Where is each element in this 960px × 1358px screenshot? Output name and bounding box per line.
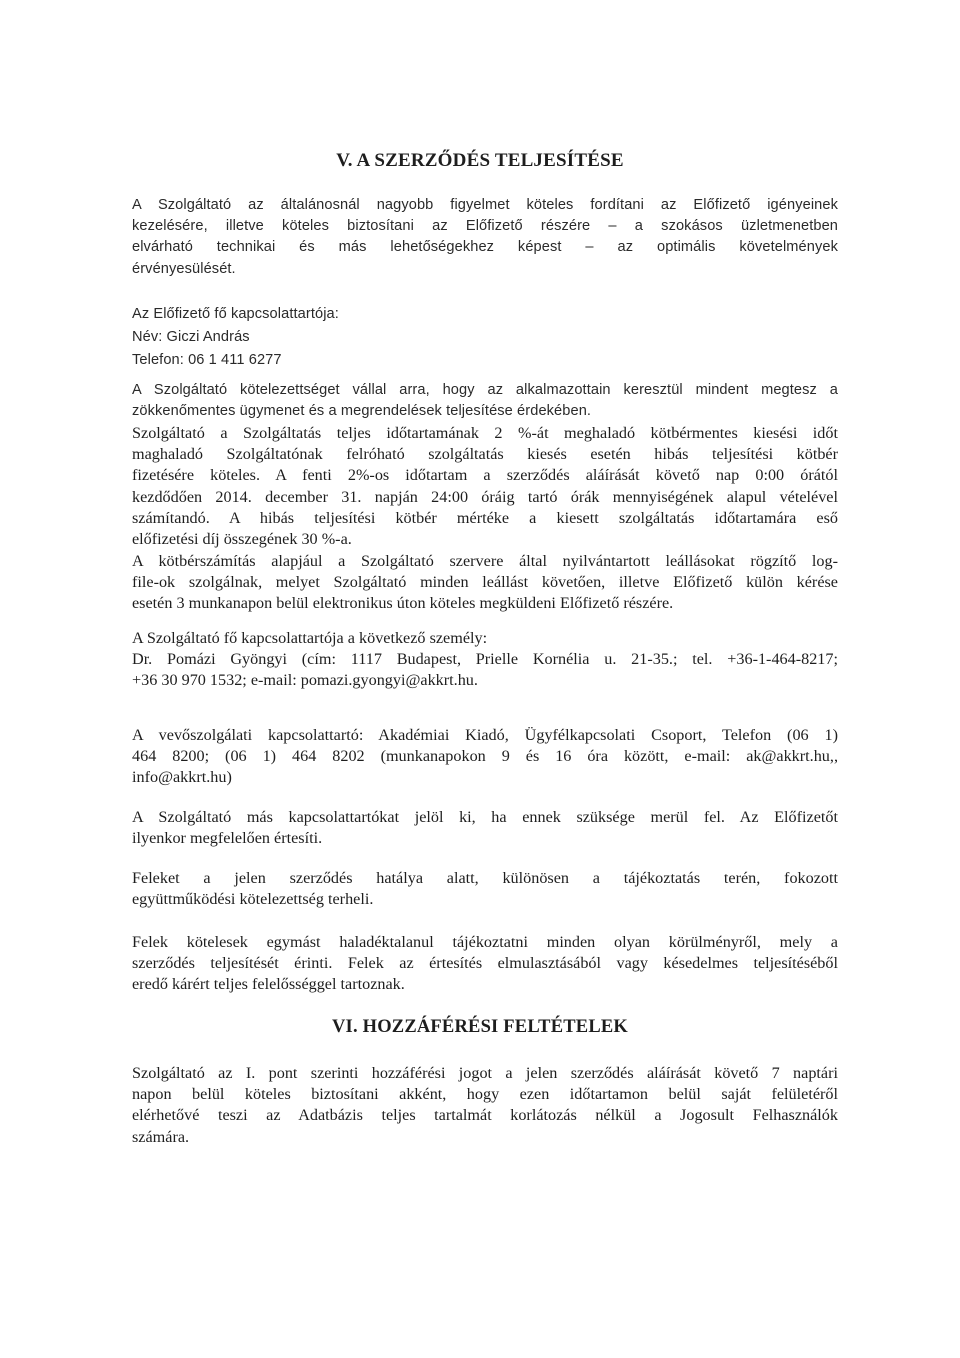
paragraph-line: érvényesülését. [132,260,236,277]
paragraph-line: Felek kötelesek egymást haladéktalanul tájékoztatni minden olyan körülményről, mely a [132,933,838,951]
paragraph-line: együttműködési kötelezettség terheli. [132,890,374,909]
paragraph-line: maghaladó Szolgáltatónak felróható szolgáltatás kiesés esetén hibás teljesítési kötbér [132,445,838,464]
subscriber-contact-name: Név: Giczi András [132,329,250,345]
paragraph-line: info@akkrt.hu) [132,768,232,787]
paragraph-line: elvárható technikai és más lehetőségekhez képest – az optimális követelmények [132,239,838,256]
paragraph-line: kezelésére, illetve köteles biztosítani az Előfizető részére – a szokásos üzletmenetben [132,218,838,235]
paragraph-line: eredő kárért teljes felelősséggel tartoznak. [132,975,405,994]
paragraph-line: Feleket a jelen szerződés hatálya alatt, különösen a tájékoztatás terén, fokozott [132,869,838,887]
section-5-paragraph-4 [132,551,838,615]
paragraph-line: napon belül köteles biztosítani akként, hogy ezen időtartamon belül saját felületéről [132,1085,838,1104]
paragraph-line: előfizetési díj összegének 30 %-a. [132,530,352,549]
section-5-paragraph-7 [132,807,838,849]
section-5-title: V. A SZERZŐDÉS TELJESÍTÉSE [336,150,624,171]
section-5-paragraph-2 [132,380,838,422]
subscriber-contact-block [132,303,838,372]
paragraph-line: Szolgáltató az I. pont szerinti hozzáférési jogot a jelen szerződés aláírását követő 7 naptári [132,1064,838,1082]
paragraph-line: A Szolgáltató az általánosnál nagyobb figyelmet köteles fordítani az Előfizető igényeinek [132,197,838,213]
paragraph-line: zökkenőmentes ügymenet és a megrendelések teljesítése érdekében. [132,403,592,420]
section-5-paragraph-8 [132,868,838,910]
paragraph-line: file-ok szolgálnak, melyet Szolgáltató minden leállást követően, illetve Előfizető külön kérése [132,573,838,592]
section-6-paragraph-1 [132,1063,838,1148]
section-5-paragraph-1 [132,195,838,280]
paragraph-line: kezdődően 2014. december 31. napján 24:00 óráig tartó órák mennyiségének alapul vételével [132,487,838,506]
paragraph-line: 464 8200; (06 1) 464 8202 (munkanapokon 9 és 16 óra között, e-mail: ak@akkrt.hu,, [132,747,838,766]
subscriber-contact-phone: Telefon: 06 1 411 6277 [132,352,282,368]
section-5-paragraph-9 [132,932,838,996]
paragraph-line: számítandó. A hibás teljesítési kötbér mértéke a kiesett szolgáltatás időtartamára eső [132,508,838,527]
paragraph-line: esetén 3 munkanapon belül elektronikus úton köteles megküldeni Előfizető részére. [132,594,674,613]
provider-contact-details: +36 30 970 1532; e-mail: pomazi.gyongyi@akkrt.hu. [132,671,478,690]
section-5-paragraph-3 [132,423,838,550]
paragraph-line: számára. [132,1127,190,1146]
paragraph-line: A vevőszolgálati kapcsolattartó: Akadémiai Kiadó, Ügyfélkapcsolati Csoport, Telefon (06 1) [132,726,838,744]
paragraph-line: fizetésére köteles. A fenti 2%-os időtartam a szerződés aláírását követő nap 0:00 órától [132,466,838,485]
paragraph-line: A Szolgáltató más kapcsolattartókat jelöl ki, ha ennek szüksége merül fel. Az Előfizetőt [132,808,838,826]
paragraph-line: szerződés teljesítését érinti. Felek az értesítés elmulasztásából vagy késedelmes teljesítéséből [132,954,838,973]
subscriber-contact-label: Az Előfizető fő kapcsolattartója: [132,306,339,322]
section-6-title: VI. HOZZÁFÉRÉSI FELTÉTELEK [332,1017,628,1037]
paragraph-line: ilyenkor megfelelően értesíti. [132,829,323,848]
paragraph-line: A Szolgáltató kötelezettséget vállal arra, hogy az alkalmazottain keresztül mindent megtesz a [132,382,838,398]
section-5-paragraph-6 [132,725,838,789]
section-5-paragraph-5 [132,628,838,692]
provider-contact-label: A Szolgáltató fő kapcsolattartója a következő személy: [132,629,488,647]
provider-contact-details: Dr. Pomázi Gyöngyi (cím: 1117 Budapest, Prielle Kornélia u. 21-35.; tel. +36-1-464-8217; [132,650,838,669]
paragraph-line: A kötbérszámítás alapjául a Szolgáltató szervere által nyilvántartott leállásokat rögzítő log- [132,552,838,570]
paragraph-line: Szolgáltató a Szolgáltatás teljes időtartamának 2 %-át meghaladó kötbérmentes kiesési időt [132,424,838,442]
paragraph-line: elérhetővé teszi az Adatbázis teljes tartalmát korlátozás nélkül a Jogosult Felhasználók [132,1106,838,1125]
